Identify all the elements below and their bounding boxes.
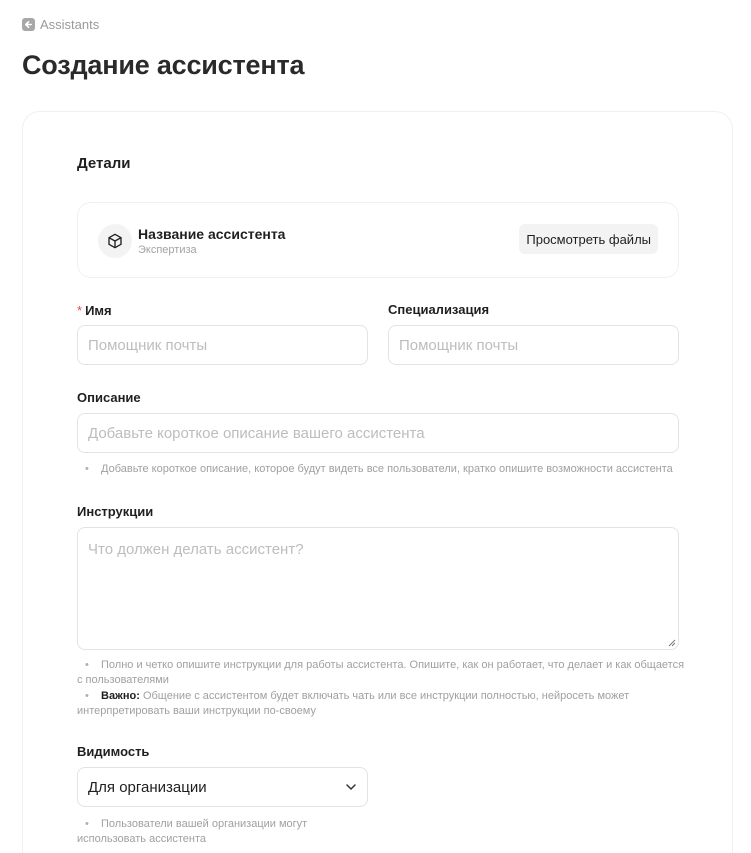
details-section-title: Детали xyxy=(77,155,131,172)
instructions-label: Инструкции xyxy=(77,504,154,519)
description-input[interactable]: Добавьте короткое описание вашего ассистента xyxy=(77,413,679,453)
instructions-placeholder: Что должен делать ассистент? xyxy=(88,541,304,558)
instructions-hint-2: • Важно: Общение с ассистентом будет включать чать или все инструкции полностью, нейросеть может интерпретировать ваши инструкции по-своему xyxy=(77,690,630,717)
description-hint: • Добавьте короткое описание, которое будут видеть все пользователи, кратко опишите возможности ассистента xyxy=(85,463,673,475)
assistant-form-card xyxy=(22,111,733,853)
page-title: Создание ассистента xyxy=(22,50,305,80)
specialization-label: Специализация xyxy=(388,302,490,317)
visibility-select[interactable] xyxy=(77,767,368,807)
view-files-button[interactable]: Просмотреть файлы xyxy=(519,224,658,254)
specialization-input[interactable]: Помощник почты xyxy=(388,325,679,365)
description-label: Описание xyxy=(77,390,141,405)
assistant-name: Название ассистента xyxy=(138,226,286,242)
visibility-selected-value: Для организации xyxy=(88,778,207,796)
visibility-hint: • Пользователи вашей организации могут использовать ассистента xyxy=(77,818,308,845)
assistant-avatar xyxy=(98,224,132,258)
back-link-label: Assistants xyxy=(40,17,100,32)
instructions-hint-1: • Полно и четко опишите инструкции для работы ассистента. Опишите, как он работает, что делает и как общается с пользователями xyxy=(77,659,685,686)
resize-handle-icon[interactable] xyxy=(668,639,676,647)
back-to-assistants-link[interactable] xyxy=(22,17,99,32)
chevron-down-icon xyxy=(345,783,357,791)
name-input[interactable]: Помощник почты xyxy=(77,325,368,365)
instructions-textarea[interactable] xyxy=(77,527,679,650)
assistant-expertise: Экспертиза xyxy=(138,244,197,256)
name-label: * Имя xyxy=(77,303,112,318)
required-asterisk: * xyxy=(77,303,83,318)
arrow-left-icon xyxy=(22,18,35,31)
cube-icon xyxy=(107,233,123,249)
visibility-label: Видимость xyxy=(77,744,150,759)
assistant-preview-card xyxy=(77,202,679,278)
